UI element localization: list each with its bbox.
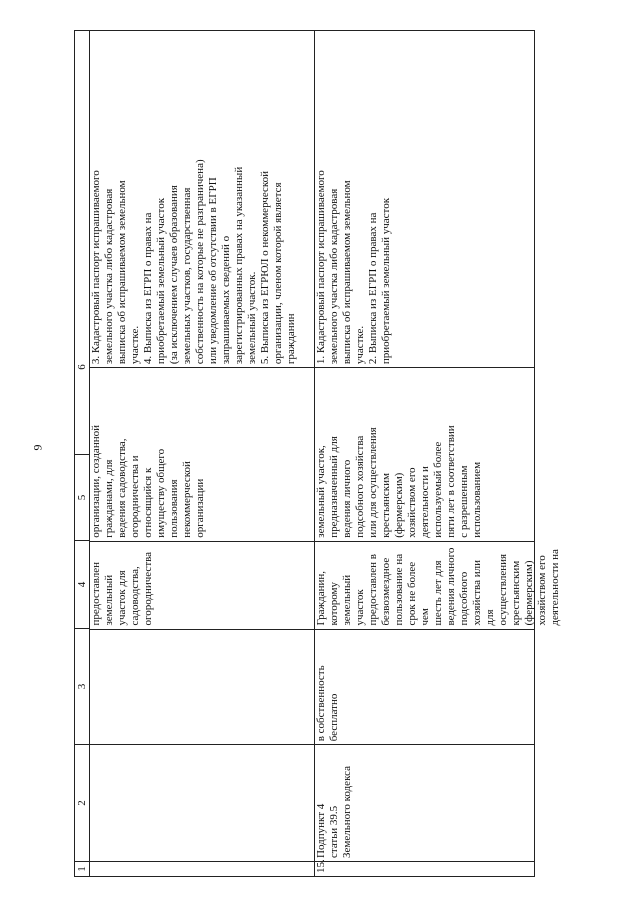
documents-cell: 3. Кадастровый паспорт испрашиваемого земельного участка либо кадастровая выписка об испрашиваемом земельном участке. 4. Выписка из ЕГРП о правах на приобретаемый земельный участок (за исключением случаев образования земельных участков, государственная собственность на которые не разграничена) или уведомление об отсутствии в ЕГРП запрашиваемых сведений о зарегистрированных правах на указанный земельный участок. 5. Выписка из ЕГРЮЛ о некоммерческой организации, членом которой является гражданин [90,159,297,365]
header-cell: 3 [75,628,89,744]
header-cell: 4 [75,540,89,628]
header-cell: 1 [75,861,89,876]
land-plot-cell: организации, созданной гражданами, для ведения садоводства, огородничества и относящийся к имуществу общего пользования некоммерческой организации [89,367,314,541]
page-number: 9 [30,444,45,451]
applicant-cell: Гражданин, которому земельный участок предоставлен в безвозмездное пользование на срок не более чем шесть лет для ведения личного подсобного хозяйства или для осуществления крестьянским (фермерским) хозяйством его деятельности на [314,541,534,629]
right-type-cell: в собственность бесплатно [314,629,534,745]
header-cell: 5 [75,454,89,540]
applicant-cell: предоставлен земельный участок для садоводства, огородничества [89,541,314,629]
legal-basis-cell: Подпункт 4 статьи 39.5 Земельного кодекса [314,744,534,861]
land-plot-cell: земельный участок, предназначенный для ведения личного подсобного хозяйства или для осуществления крестьянским (фермерским) хозяйством его деятельности и используемый более пяти лет в соответствии с разрешенным использованием [314,367,534,541]
documents-cell: 1. Кадастровый паспорт испрашиваемого земельного участка либо кадастровая выписка об испрашиваемом земельном участке. 2. Выписка из ЕГРП о правах на приобретаемый земельный участок [315,170,392,365]
rotated-table-area [74,30,561,877]
table-header-row [75,31,90,876]
legal-basis-cell [89,744,314,861]
table-row [314,31,561,876]
table-row [89,31,315,876]
header-cell: 2 [75,744,89,861]
document-table [74,30,561,877]
row-number [89,861,314,876]
row-number: 15. [314,861,534,876]
right-type-cell [89,629,314,745]
header-cell: 6 [76,364,88,370]
